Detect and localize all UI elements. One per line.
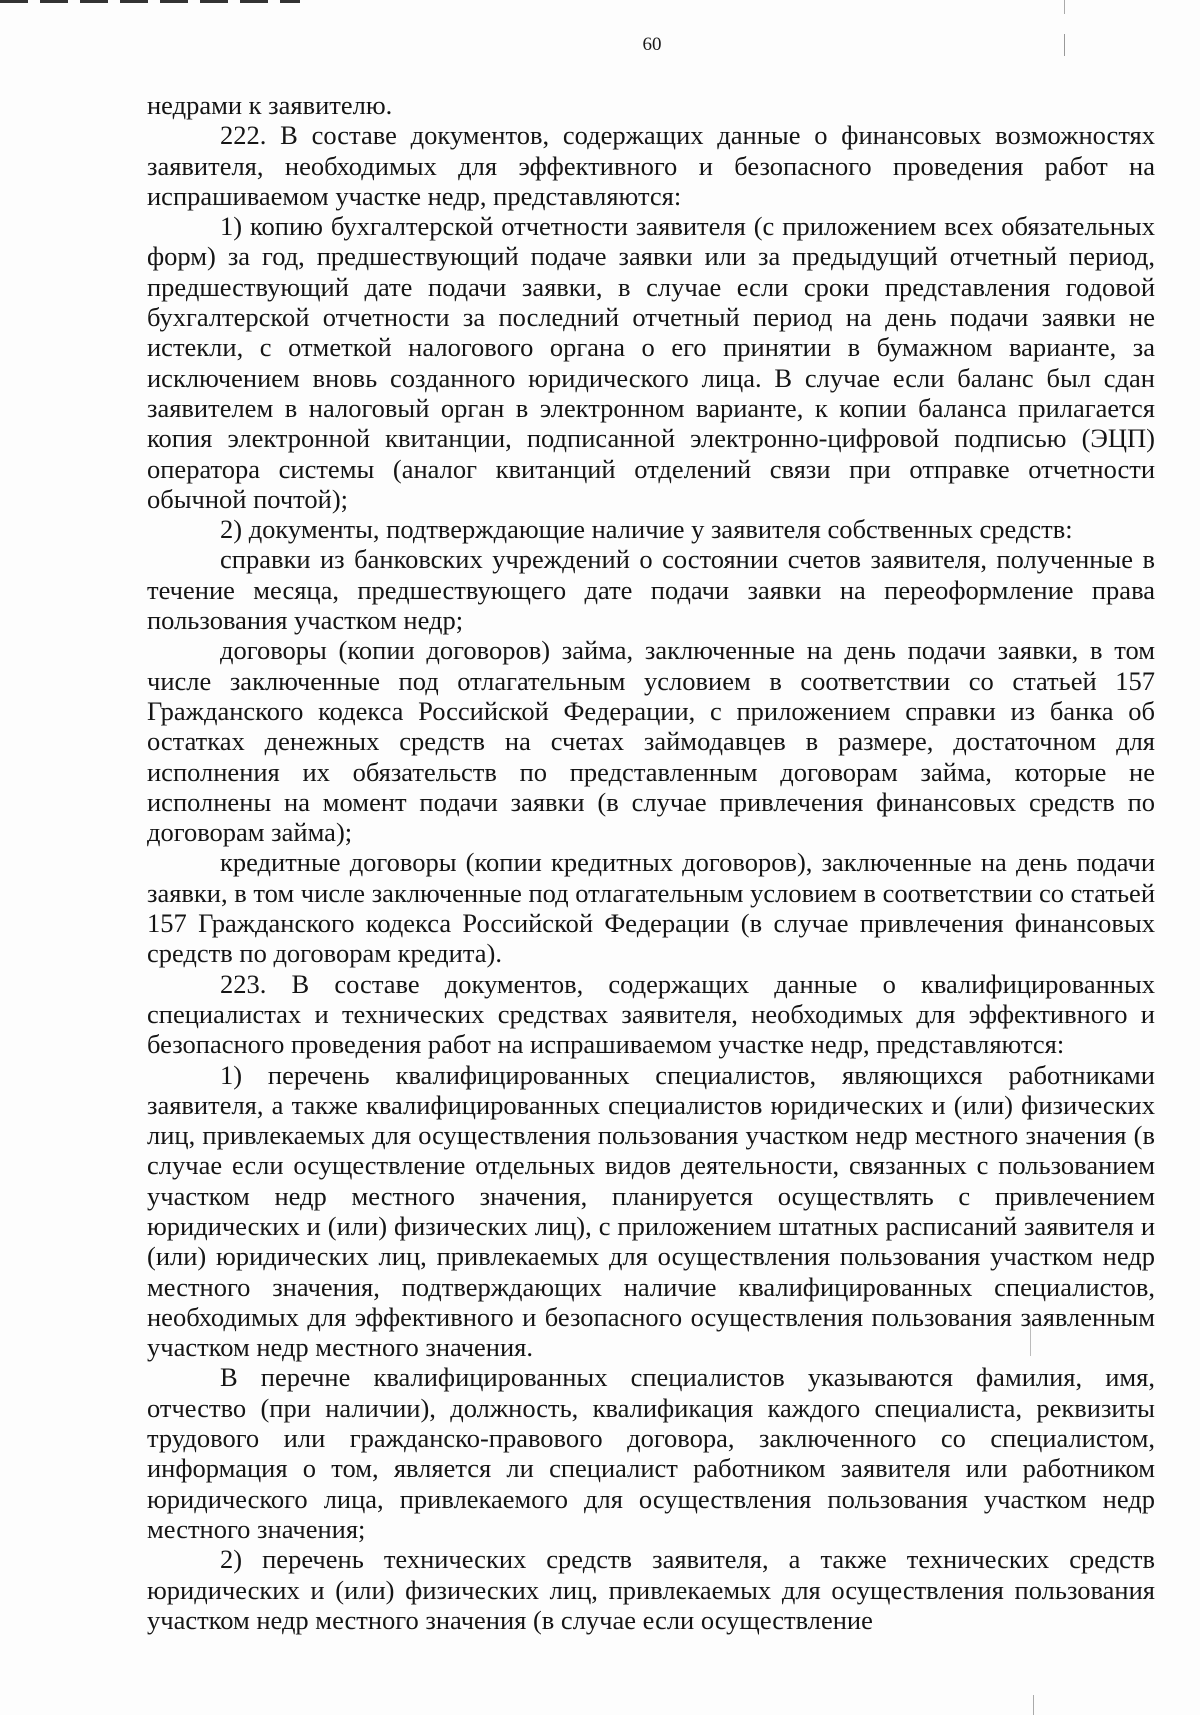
paragraph: кредитные договоры (копии кредитных договоров), заключенные на день подачи заявки, в том числе заключенные под отлагательным условием в соответствии со статьей 157 Гражданского кодекса Российской Федерации (в случае привлечения финансовых средств по договорам кредита).	[147, 847, 1155, 969]
scan-artifact-top	[0, 0, 300, 3]
paragraph: 1) перечень квалифицированных специалистов, являющихся работниками заявителя, а также квалифицированных специалистов юридических и (или) физических лиц, привлекаемых для осуществления пользования участком недр местного значения (в случае если осуществление отдельных видов деятельности, связанных с пользованием участком недр местного значения, планируется осуществлять с привлечением юридических и (или) физических лиц), с приложением штатных расписаний заявителя и (или) юридических лиц, привлекаемых для осуществления пользования участком недр местного значения, подтверждающих наличие квалифицированных специалистов, необходимых для эффективного и безопасного осуществления пользования заявленным участком недр местного значения.	[147, 1059, 1155, 1363]
paragraph: недрами к заявителю.	[147, 90, 393, 120]
paragraph: договоры (копии договоров) займа, заключенные на день подачи заявки, в том числе заключенные под отлагательным условием в соответствии со статьей 157 Гражданского кодекса Российской Федерации, с приложением справки из банка об остатках денежных средств на счетах займодавцев в размере, достаточном для исполнения их обязательств по представленным договорам займа, которые не исполнены на момент подачи заявки (в случае привлечения финансовых средств по договорам займа);	[147, 635, 1155, 848]
paragraph: 2) документы, подтверждающие наличие у заявителя собственных средств:	[220, 514, 1073, 545]
scan-artifact-line	[1033, 1695, 1034, 1715]
paragraph: справки из банковских учреждений о состоянии счетов заявителя, полученные в течение месяца, предшествующего дате подачи заявки на переоформление права пользования участком недр;	[147, 544, 1155, 636]
paragraph: 223. В составе документов, содержащих данные о квалифицированных специалистах и технических средствах заявителя, необходимых для эффективного и безопасного проведения работ на испрашиваемом участке недр, представляются:	[147, 968, 1155, 1060]
paragraph: 222. В составе документов, содержащих данные о финансовых возможностях заявителя, необходимых для эффективного и безопасного проведения работ на испрашиваемом участке недр, представляются:	[147, 120, 1155, 211]
paragraph: В перечне квалифицированных специалистов указываются фамилия, имя, отчество (при наличии), должность, квалификация каждого специалиста, реквизиты трудового или гражданско-правового договора, заключенного со специалистом, информация о том, является ли специалист работником заявителя или работником юридического лица, привлекаемого для осуществления пользования участком недр местного значения;	[147, 1362, 1155, 1544]
scan-artifact-line	[1064, 0, 1065, 14]
paragraph: 1) копию бухгалтерской отчетности заявителя (с приложением всех обязательных форм) за год, предшествующий подаче заявки или за предыдущий отчетный период, предшествующий дате подачи заявки, в случае если сроки представления годовой бухгалтерской отчетности за последний отчетный период на день подачи заявки не истекли, с отметкой налогового органа о его принятии в бумажном варианте, за исключением вновь созданного юридического лица. В случае если баланс был сдан заявителем в налоговый орган в электронном варианте, к копии баланса прилагается копия электронной квитанции, подписанной электронно-цифровой подписью (ЭЦП) оператора системы (аналог квитанций отделений связи при отправке отчетности обычной почтой);	[147, 211, 1155, 514]
paragraph: 2) перечень технических средств заявителя, а также технических средств юридических и (или) физических лиц, привлекаемых для осуществления пользования участком недр местного значения (в случае если осуществление	[147, 1544, 1155, 1635]
document-body	[147, 90, 1155, 1635]
page-number: 60	[642, 34, 662, 55]
